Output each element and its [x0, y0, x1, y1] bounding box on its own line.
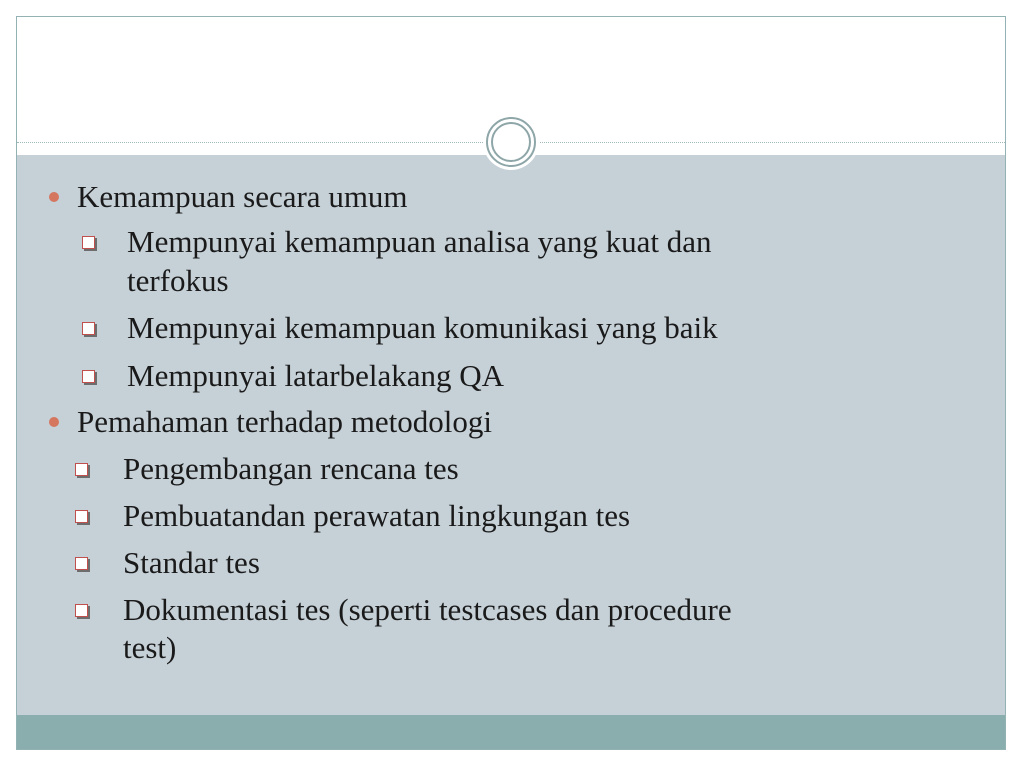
- list-item-continuation: test): [123, 630, 177, 665]
- list-item: [17, 357, 1006, 394]
- list-item: [17, 223, 1006, 299]
- square-bullet-icon: [75, 604, 88, 617]
- list-item: [17, 544, 1006, 581]
- list-item-text: Dokumentasi tes (seperti testcases dan procedure: [123, 592, 732, 627]
- square-bullet-icon: [75, 557, 88, 570]
- bullet-list: [17, 17, 1006, 750]
- list-item: [17, 403, 1006, 440]
- list-item-text: Pembuatandan perawatan lingkungan tes: [123, 498, 631, 533]
- dot-bullet-icon: [49, 417, 59, 427]
- list-item: [17, 591, 1006, 667]
- list-item-text: Pemahaman terhadap metodologi: [77, 404, 492, 439]
- square-bullet-icon: [82, 370, 95, 383]
- slide: [16, 16, 1006, 750]
- list-item-text: Mempunyai latarbelakang QA: [127, 358, 505, 393]
- list-item-text: Standar tes: [123, 545, 260, 580]
- list-item-text: Kemampuan secara umum: [77, 179, 408, 214]
- list-item-continuation: terfokus: [127, 263, 229, 298]
- square-bullet-icon: [82, 236, 95, 249]
- square-bullet-icon: [75, 510, 88, 523]
- square-bullet-icon: [82, 322, 95, 335]
- list-item: [17, 309, 1006, 346]
- list-item: [17, 450, 1006, 487]
- list-item-text: Pengembangan rencana tes: [123, 451, 459, 486]
- list-item-text: Mempunyai kemampuan komunikasi yang baik: [127, 310, 718, 345]
- list-item-text: Mempunyai kemampuan analisa yang kuat dan: [127, 224, 712, 259]
- list-item: [17, 497, 1006, 534]
- square-bullet-icon: [75, 463, 88, 476]
- dot-bullet-icon: [49, 192, 59, 202]
- list-item: [17, 178, 1006, 215]
